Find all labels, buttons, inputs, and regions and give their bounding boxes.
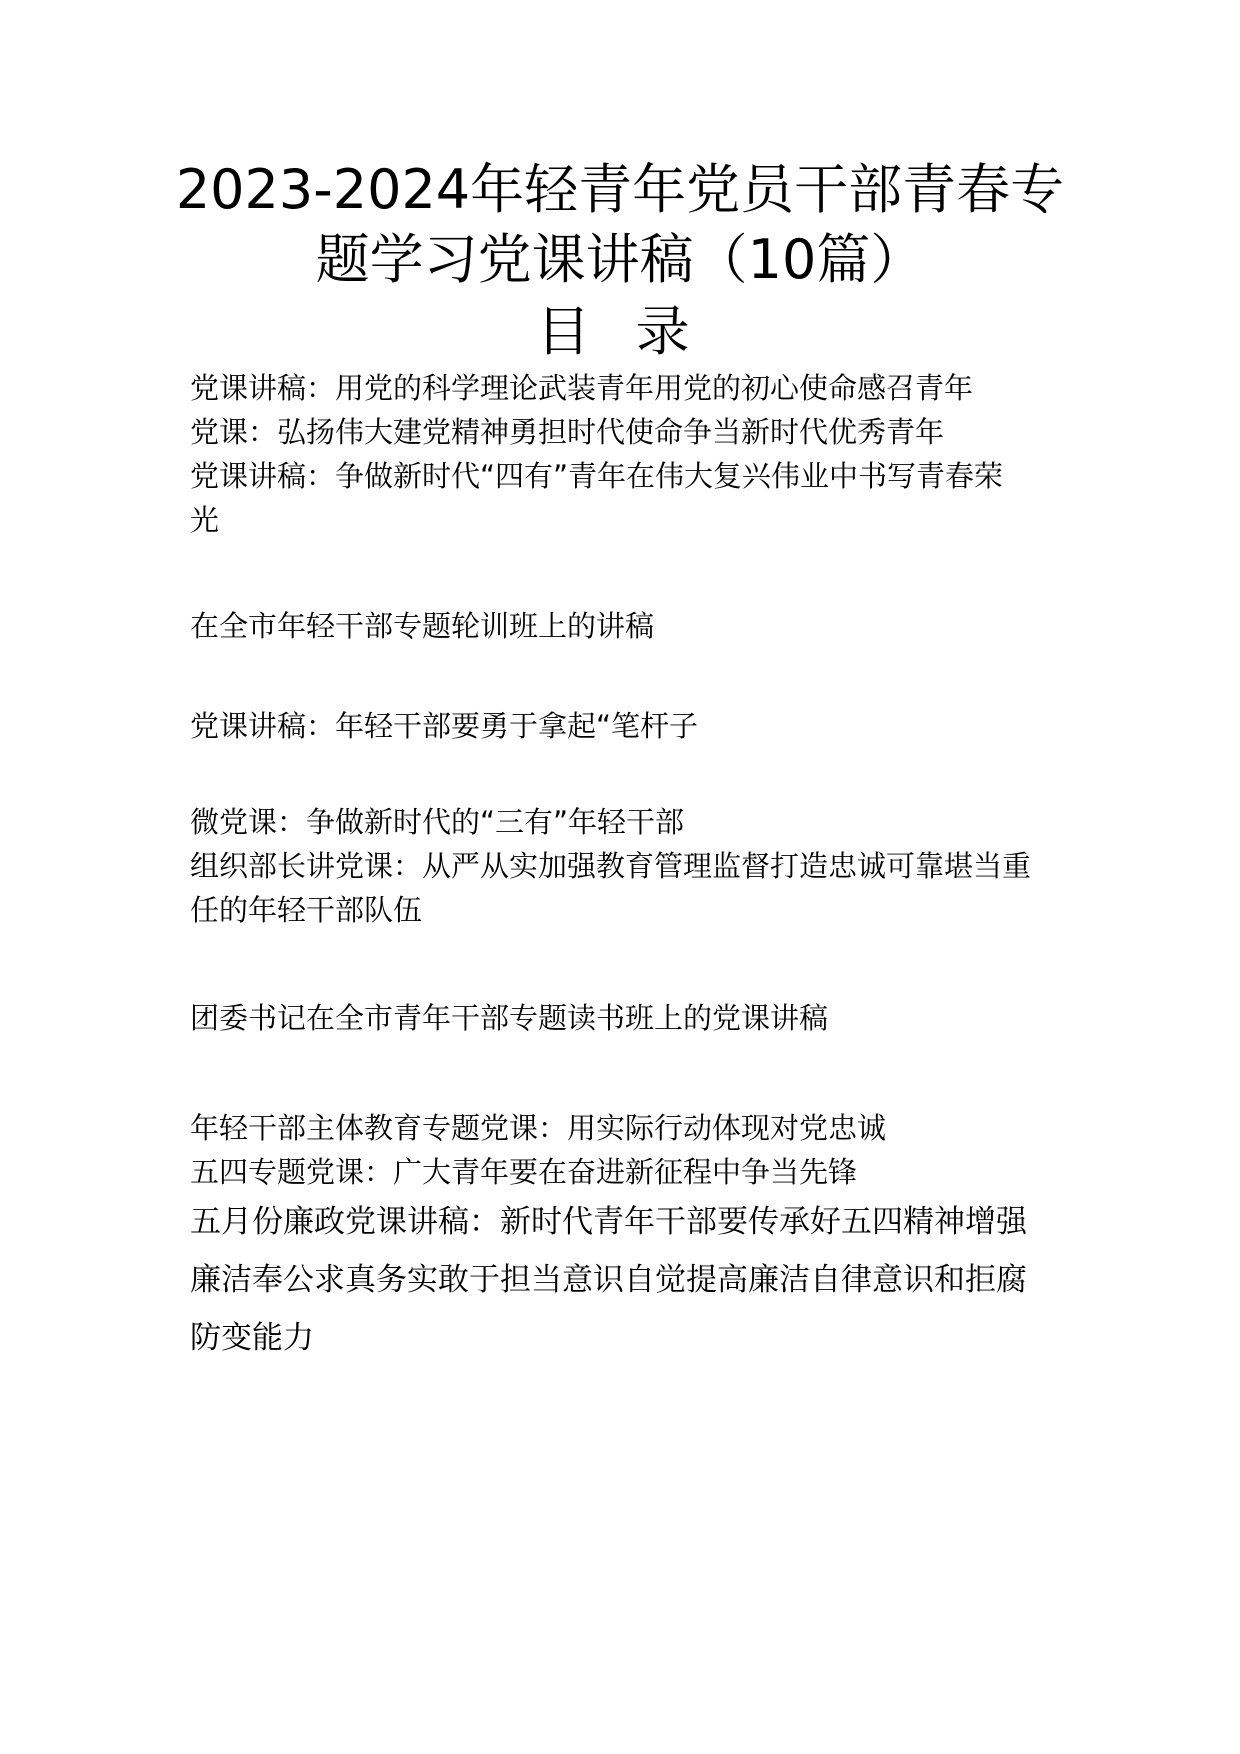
toc-item: 五四专题党课：广大青年要在奋进新征程中争当先锋 [190,1155,858,1189]
document-title-line-2: 题学习党课讲稿（10篇） [315,228,925,291]
toc-item: 在全市年轻干部专题轮训班上的讲稿 [190,609,655,643]
toc-item-continuation: 防变能力 [190,1320,314,1356]
toc-item-continuation: 光 [190,503,220,537]
toc-item: 年轻干部主体教育专题党课：用实际行动体现对党忠诚 [190,1111,887,1145]
toc-item: 党课讲稿：年轻干部要勇于拿起“笔杆子 [190,709,699,743]
toc-item: 党课讲稿：用党的科学理论武装青年用党的初心使命感召青年 [190,371,974,405]
toc-item-continuation: 任的年轻干部队伍 [190,893,423,927]
toc-item: 微党课：争做新时代的“三有”年轻干部 [190,805,685,839]
toc-item: 团委书记在全市青年干部专题读书班上的党课讲稿 [190,1001,829,1035]
toc-heading: 目 录 [536,300,704,363]
toc-item: 五月份廉政党课讲稿：新时代青年干部要传承好五四精神增强 [190,1204,1027,1240]
toc-item: 组织部长讲党课：从严从实加强教育管理监督打造忠诚可靠堪当重 [190,849,1032,883]
toc-item-continuation: 廉洁奉公求真务实敢于担当意识自觉提高廉洁自律意识和拒腐 [190,1262,1027,1298]
toc-item: 党课：弘扬伟大建党精神勇担时代使命争当新时代优秀青年 [190,415,945,449]
toc-item: 党课讲稿：争做新时代“四有”青年在伟大复兴伟业中书写青春荣 [190,459,1004,493]
document-title-line-1: 2023-2024年轻青年党员干部青春专 [175,158,1065,221]
